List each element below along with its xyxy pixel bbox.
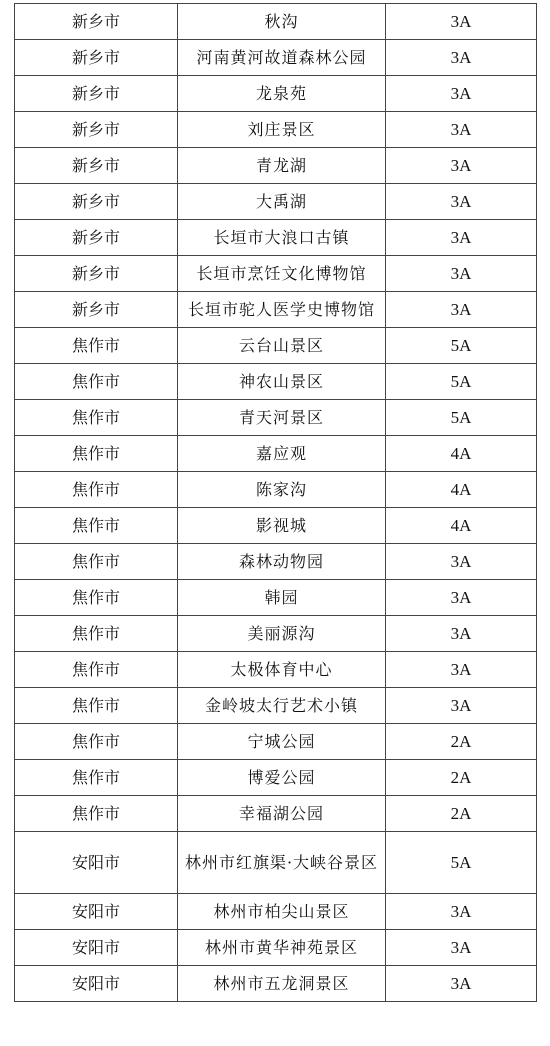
scenic-name-cell: 陈家沟: [178, 472, 386, 508]
city-cell: 焦作市: [15, 760, 178, 796]
city-cell: 焦作市: [15, 796, 178, 832]
grade-cell: 2A: [386, 796, 537, 832]
table-row: [15, 652, 537, 688]
city-cell: 焦作市: [15, 688, 178, 724]
city-cell: 焦作市: [15, 616, 178, 652]
table-row: [15, 760, 537, 796]
city-cell: 新乡市: [15, 292, 178, 328]
grade-cell: 3A: [386, 930, 537, 966]
table-row: [15, 832, 537, 894]
table-row: [15, 364, 537, 400]
table-row: [15, 688, 537, 724]
table-row: [15, 894, 537, 930]
scenic-name-cell: 长垣市大浪口古镇: [178, 220, 386, 256]
city-cell: 焦作市: [15, 436, 178, 472]
grade-cell: 3A: [386, 292, 537, 328]
grade-cell: 3A: [386, 76, 537, 112]
scenic-name-cell: 影视城: [178, 508, 386, 544]
city-cell: 新乡市: [15, 184, 178, 220]
table-row: [15, 40, 537, 76]
city-cell: 焦作市: [15, 400, 178, 436]
scenic-name-cell: 宁城公园: [178, 724, 386, 760]
city-cell: 安阳市: [15, 832, 178, 894]
grade-cell: 5A: [386, 832, 537, 894]
table-row: [15, 4, 537, 40]
scenic-name-cell: 河南黄河故道森林公园: [178, 40, 386, 76]
grade-cell: 3A: [386, 616, 537, 652]
city-cell: 新乡市: [15, 4, 178, 40]
city-cell: 安阳市: [15, 966, 178, 1002]
city-cell: 焦作市: [15, 364, 178, 400]
grade-cell: 3A: [386, 40, 537, 76]
scenic-name-cell: 长垣市驼人医学史博物馆: [178, 292, 386, 328]
grade-cell: 3A: [386, 894, 537, 930]
scenic-name-cell: 嘉应观: [178, 436, 386, 472]
city-cell: 新乡市: [15, 148, 178, 184]
grade-cell: 3A: [386, 184, 537, 220]
scenic-name-cell: 林州市红旗渠·大峡谷景区: [178, 832, 386, 894]
grade-cell: 3A: [386, 966, 537, 1002]
scenic-name-cell: 林州市柏尖山景区: [178, 894, 386, 930]
scenic-name-cell: 幸福湖公园: [178, 796, 386, 832]
scenic-name-cell: 神农山景区: [178, 364, 386, 400]
city-cell: 焦作市: [15, 328, 178, 364]
table-row: [15, 112, 537, 148]
scenic-name-cell: 韩园: [178, 580, 386, 616]
city-cell: 新乡市: [15, 76, 178, 112]
city-cell: 焦作市: [15, 652, 178, 688]
grade-cell: 3A: [386, 544, 537, 580]
scenic-name-cell: 龙泉苑: [178, 76, 386, 112]
city-cell: 焦作市: [15, 724, 178, 760]
table-row: [15, 930, 537, 966]
table-row: [15, 328, 537, 364]
grade-cell: 3A: [386, 580, 537, 616]
table-row: [15, 256, 537, 292]
scenic-name-cell: 林州市黄华神苑景区: [178, 930, 386, 966]
table-row: [15, 508, 537, 544]
table-row: [15, 472, 537, 508]
grade-cell: 3A: [386, 4, 537, 40]
grade-cell: 5A: [386, 400, 537, 436]
city-cell: 安阳市: [15, 894, 178, 930]
table-row: [15, 148, 537, 184]
scenic-name-cell: 秋沟: [178, 4, 386, 40]
city-cell: 焦作市: [15, 508, 178, 544]
grade-cell: 4A: [386, 508, 537, 544]
grade-cell: 3A: [386, 256, 537, 292]
scenic-name-cell: 森林动物园: [178, 544, 386, 580]
grade-cell: 3A: [386, 652, 537, 688]
scenic-name-cell: 长垣市烹饪文化博物馆: [178, 256, 386, 292]
scenic-name-cell: 林州市五龙洞景区: [178, 966, 386, 1002]
grade-cell: 3A: [386, 688, 537, 724]
scenic-name-cell: 大禹湖: [178, 184, 386, 220]
scenic-name-cell: 青天河景区: [178, 400, 386, 436]
grade-cell: 5A: [386, 328, 537, 364]
table-row: [15, 220, 537, 256]
grade-cell: 3A: [386, 112, 537, 148]
grade-cell: 4A: [386, 436, 537, 472]
grade-cell: 4A: [386, 472, 537, 508]
scenic-name-cell: 金岭坡太行艺术小镇: [178, 688, 386, 724]
scenic-name-cell: 云台山景区: [178, 328, 386, 364]
grade-cell: 5A: [386, 364, 537, 400]
grade-cell: 2A: [386, 724, 537, 760]
table-row: [15, 400, 537, 436]
city-cell: 焦作市: [15, 544, 178, 580]
scenic-name-cell: 美丽源沟: [178, 616, 386, 652]
table-body: [15, 4, 537, 1002]
scenic-name-cell: 青龙湖: [178, 148, 386, 184]
scenic-spot-table: [14, 3, 537, 1002]
city-cell: 新乡市: [15, 40, 178, 76]
scenic-name-cell: 太极体育中心: [178, 652, 386, 688]
table-row: [15, 580, 537, 616]
table-row: [15, 966, 537, 1002]
table-row: [15, 292, 537, 328]
table-row: [15, 796, 537, 832]
grade-cell: 3A: [386, 220, 537, 256]
city-cell: 新乡市: [15, 220, 178, 256]
city-cell: 新乡市: [15, 256, 178, 292]
city-cell: 焦作市: [15, 580, 178, 616]
scenic-name-cell: 刘庄景区: [178, 112, 386, 148]
table-row: [15, 544, 537, 580]
table-row: [15, 436, 537, 472]
city-cell: 新乡市: [15, 112, 178, 148]
city-cell: 焦作市: [15, 472, 178, 508]
table-row: [15, 184, 537, 220]
city-cell: 安阳市: [15, 930, 178, 966]
grade-cell: 3A: [386, 148, 537, 184]
scenic-spot-table-container: [14, 3, 536, 1002]
grade-cell: 2A: [386, 760, 537, 796]
scenic-name-cell: 博爱公园: [178, 760, 386, 796]
table-row: [15, 616, 537, 652]
table-row: [15, 724, 537, 760]
table-row: [15, 76, 537, 112]
